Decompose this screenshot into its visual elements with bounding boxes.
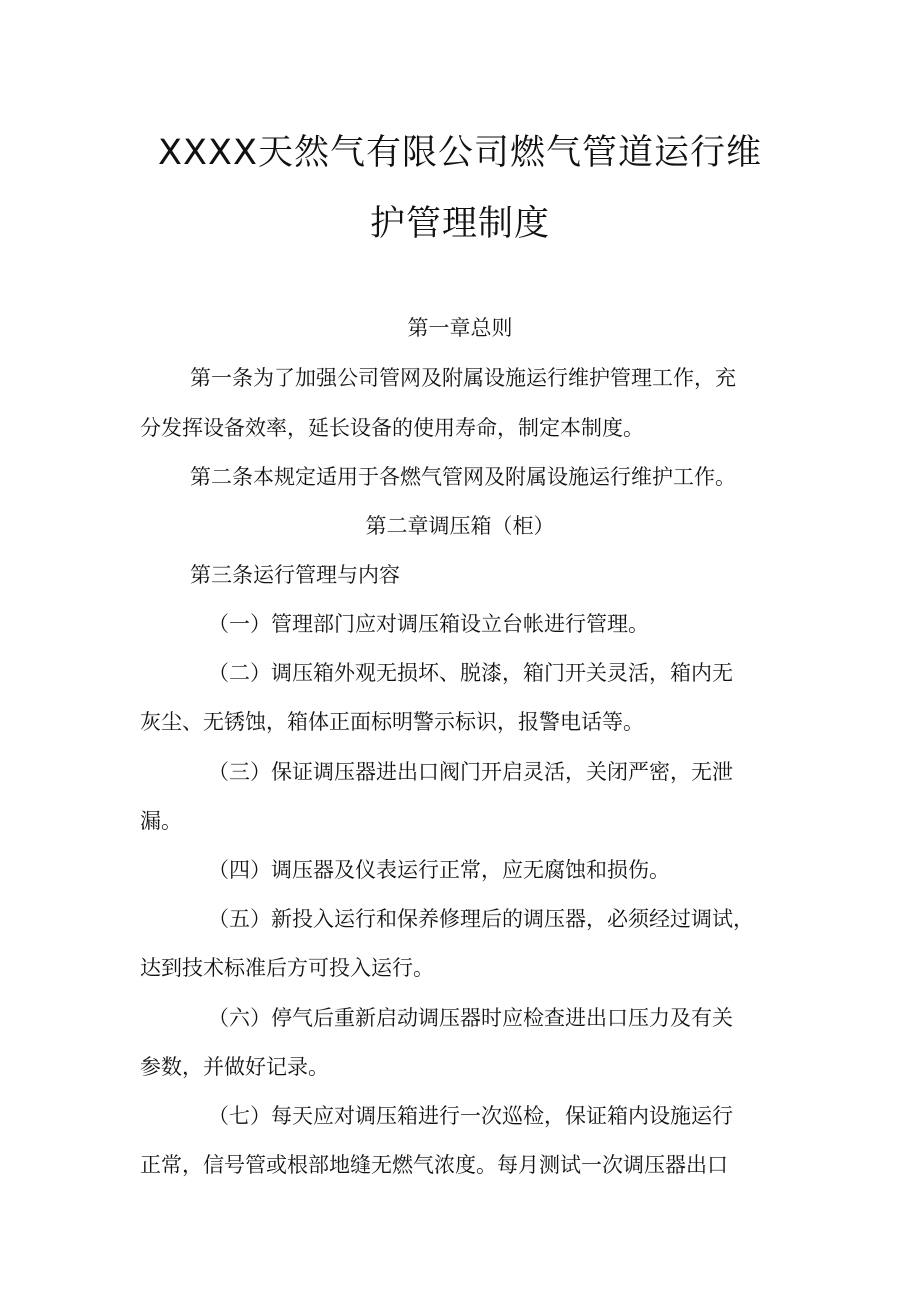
item-5-line-2: 达到技术标准后方可投入运行。 (140, 956, 434, 980)
item-1: （一）管理部门应对调压箱设立台帐进行管理。 (208, 612, 649, 636)
chapter-2-heading: 第二章调压箱（柜） (365, 514, 555, 538)
item-3-line-2: 漏。 (140, 809, 182, 833)
item-2-line-1: （二）调压箱外观无损坏、脱漆，箱门开关灵活，箱内无 (208, 661, 733, 685)
article-3: 第三条运行管理与内容 (190, 563, 400, 587)
document-title-line-1: XXXX天然气有限公司燃气管道运行维 (158, 133, 762, 173)
item-7-line-2: 正常，信号管或根部地缝无燃气浓度。每月测试一次调压器出口 (140, 1153, 728, 1177)
article-2: 第二条本规定适用于各燃气管网及附属设施运行维护工作。 (190, 465, 736, 489)
item-6-line-2: 参数，并做好记录。 (140, 1055, 329, 1079)
item-5-line-1: （五）新投入运行和保养修理后的调压器，必须经过调试， (208, 907, 754, 931)
item-3-line-1: （三）保证调压器进出口阀门开启灵活，关闭严密，无泄 (208, 760, 733, 784)
item-7-line-1: （七）每天应对调压箱进行一次巡检，保证箱内设施运行 (208, 1104, 733, 1128)
document-title-line-2: 护管理制度 (369, 204, 550, 244)
article-1-line-1: 第一条为了加强公司管网及附属设施运行维护管理工作，充 (190, 366, 736, 390)
item-2-line-2: 灰尘、无锈蚀，箱体正面标明警示标识，报警电话等。 (140, 710, 644, 734)
article-1-line-2: 分发挥设备效率，延长设备的使用寿命，制定本制度。 (140, 416, 644, 440)
item-6-line-1: （六）停气后重新启动调压器时应检查进出口压力及有关 (208, 1006, 733, 1030)
chapter-1-heading: 第一章总则 (407, 316, 513, 340)
item-4: （四）调压器及仪表运行正常，应无腐蚀和损伤。 (208, 858, 670, 882)
